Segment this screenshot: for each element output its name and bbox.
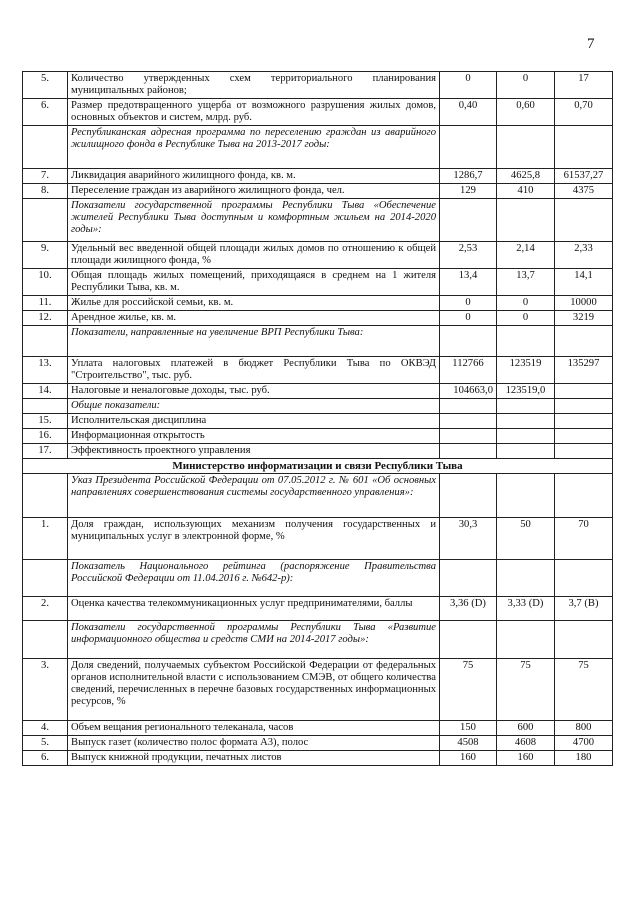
value-col-2: 3,33 (D) (497, 597, 555, 621)
page-number: 7 (587, 36, 595, 52)
value-col-3: 3219 (555, 311, 613, 326)
value-col-2: 0,60 (497, 99, 555, 126)
value-col-1 (440, 429, 497, 444)
row-number (23, 621, 68, 659)
value-col-3 (555, 474, 613, 518)
table-row (23, 384, 613, 399)
subheading-text: Общие показатели: (68, 399, 440, 414)
row-number: 3. (23, 659, 68, 721)
value-col-2: 0 (497, 311, 555, 326)
table-row (23, 311, 613, 326)
row-number (23, 399, 68, 414)
value-col-3 (555, 560, 613, 597)
value-col-1 (440, 326, 497, 357)
value-col-3 (555, 399, 613, 414)
value-col-2: 4625,8 (497, 169, 555, 184)
value-col-2: 600 (497, 721, 555, 736)
value-col-3 (555, 199, 613, 242)
row-number: 8. (23, 184, 68, 199)
table-row (23, 721, 613, 736)
value-col-1: 30,3 (440, 518, 497, 560)
indicator-name: Исполнительская дисциплина (68, 414, 440, 429)
table-row (23, 751, 613, 766)
table-row (23, 444, 613, 459)
subheading-text: Показатели, направленные на увеличение ВРП Республики Тыва: (68, 326, 440, 357)
indicator-name: Количество утвержденных схем территориального планирования муниципальных районов; (68, 72, 440, 99)
value-col-1: 129 (440, 184, 497, 199)
row-number: 2. (23, 597, 68, 621)
subheading-text: Указ Президента Российской Федерации от 07.05.2012 г. № 601 «Об основных направлениях совершенствования системы государственного управления»: (68, 474, 440, 518)
value-col-2: 0 (497, 296, 555, 311)
value-col-2: 410 (497, 184, 555, 199)
value-col-1 (440, 621, 497, 659)
subheading-row (23, 474, 613, 518)
indicator-name: Налоговые и неналоговые доходы, тыс. руб. (68, 384, 440, 399)
value-col-3: 180 (555, 751, 613, 766)
subheading-row (23, 621, 613, 659)
value-col-3: 0,70 (555, 99, 613, 126)
row-number: 13. (23, 357, 68, 384)
table-row (23, 184, 613, 199)
row-number: 17. (23, 444, 68, 459)
value-col-3: 800 (555, 721, 613, 736)
value-col-1 (440, 199, 497, 242)
indicator-name: Удельный вес введенной общей площади жилых домов по отношению к общей площади жилищного фонда, % (68, 242, 440, 269)
value-col-2 (497, 444, 555, 459)
value-col-3 (555, 384, 613, 399)
value-col-3: 4375 (555, 184, 613, 199)
value-col-1: 0 (440, 72, 497, 99)
row-number: 5. (23, 72, 68, 99)
value-col-2 (497, 399, 555, 414)
indicator-name: Жилье для российской семьи, кв. м. (68, 296, 440, 311)
value-col-2 (497, 126, 555, 169)
subheading-row (23, 126, 613, 169)
subheading-text: Показатели государственной программы Республики Тыва «Обеспечение жителей Республики Тыва доступным и комфортным жильем на 2014-2020 годы»: (68, 199, 440, 242)
table-row (23, 269, 613, 296)
row-number: 6. (23, 751, 68, 766)
row-number: 11. (23, 296, 68, 311)
value-col-2 (497, 414, 555, 429)
value-col-1: 2,53 (440, 242, 497, 269)
value-col-3 (555, 444, 613, 459)
table-row (23, 518, 613, 560)
value-col-2 (497, 326, 555, 357)
row-number: 4. (23, 721, 68, 736)
value-col-1: 0 (440, 296, 497, 311)
row-number: 1. (23, 518, 68, 560)
value-col-2: 13,7 (497, 269, 555, 296)
value-col-2: 2,14 (497, 242, 555, 269)
indicator-name: Арендное жилье, кв. м. (68, 311, 440, 326)
row-number: 5. (23, 736, 68, 751)
indicator-name: Объем вещания регионального телеканала, часов (68, 721, 440, 736)
value-col-1: 13,4 (440, 269, 497, 296)
value-col-1: 112766 (440, 357, 497, 384)
value-col-2 (497, 560, 555, 597)
section-header-row (23, 459, 613, 474)
value-col-2: 4608 (497, 736, 555, 751)
subheading-text: Показатели государственной программы Республики Тыва «Развитие информационного общества и средств СМИ на 2014-2017 годы»: (68, 621, 440, 659)
table-row (23, 414, 613, 429)
row-number: 16. (23, 429, 68, 444)
value-col-1: 0 (440, 311, 497, 326)
indicator-name: Выпуск газет (количество полос формата А3), полос (68, 736, 440, 751)
table-row (23, 429, 613, 444)
value-col-3: 10000 (555, 296, 613, 311)
indicator-name: Общая площадь жилых помещений, приходящаяся в среднем на 1 жителя Республики Тыва, кв. м. (68, 269, 440, 296)
indicator-name: Переселение граждан из аварийного жилищного фонда, чел. (68, 184, 440, 199)
value-col-2 (497, 429, 555, 444)
value-col-3: 61537,27 (555, 169, 613, 184)
value-col-1 (440, 560, 497, 597)
row-number (23, 560, 68, 597)
subheading-row (23, 199, 613, 242)
table-row (23, 242, 613, 269)
row-number (23, 326, 68, 357)
value-col-1 (440, 414, 497, 429)
table-row (23, 296, 613, 311)
value-col-1: 1286,7 (440, 169, 497, 184)
row-number (23, 126, 68, 169)
value-col-1 (440, 126, 497, 169)
row-number (23, 199, 68, 242)
indicator-name: Уплата налоговых платежей в бюджет Республики Тыва по ОКВЭД "Строительство", тыс. руб. (68, 357, 440, 384)
value-col-1 (440, 399, 497, 414)
value-col-1: 0,40 (440, 99, 497, 126)
row-number (23, 474, 68, 518)
value-col-2: 123519,0 (497, 384, 555, 399)
value-col-2: 160 (497, 751, 555, 766)
row-number: 15. (23, 414, 68, 429)
indicator-name: Доля сведений, получаемых субъектом Российской Федерации от федеральных органов исполнительной власти с использованием СМЭВ, от общего количества сведений, перечисленных в перечне базовых государственных информационных ресурсов, % (68, 659, 440, 721)
value-col-3: 17 (555, 72, 613, 99)
row-number: 14. (23, 384, 68, 399)
value-col-3: 4700 (555, 736, 613, 751)
subheading-row (23, 326, 613, 357)
row-number: 9. (23, 242, 68, 269)
value-col-1 (440, 474, 497, 518)
value-col-3: 14,1 (555, 269, 613, 296)
indicator-name: Размер предотвращенного ущерба от возможного разрушения жилых домов, основных объектов и систем, млрд. руб. (68, 99, 440, 126)
value-col-1: 4508 (440, 736, 497, 751)
value-col-1 (440, 444, 497, 459)
indicator-name: Информационная открытость (68, 429, 440, 444)
indicators-table-body (23, 72, 613, 766)
indicator-name: Эффективность проектного управления (68, 444, 440, 459)
table-row (23, 597, 613, 621)
subheading-row (23, 399, 613, 414)
value-col-3: 75 (555, 659, 613, 721)
value-col-3 (555, 326, 613, 357)
subheading-text: Показатель Национального рейтинга (распоряжение Правительства Российской Федерации от 11.04.2016 г. №642-р): (68, 560, 440, 597)
table-row (23, 736, 613, 751)
value-col-3: 2,33 (555, 242, 613, 269)
indicators-table (22, 71, 613, 766)
subheading-row (23, 560, 613, 597)
value-col-1: 104663,0 (440, 384, 497, 399)
value-col-2: 0 (497, 72, 555, 99)
value-col-2: 50 (497, 518, 555, 560)
table-row (23, 72, 613, 99)
indicator-name: Оценка качества телекоммуникационных услуг предпринимателями, баллы (68, 597, 440, 621)
table-row (23, 659, 613, 721)
value-col-2: 75 (497, 659, 555, 721)
value-col-2 (497, 199, 555, 242)
value-col-1: 160 (440, 751, 497, 766)
indicator-name: Ликвидация аварийного жилищного фонда, кв. м. (68, 169, 440, 184)
value-col-3 (555, 621, 613, 659)
value-col-3: 3,7 (B) (555, 597, 613, 621)
row-number: 6. (23, 99, 68, 126)
value-col-3 (555, 414, 613, 429)
section-title: Министерство информатизации и связи Республики Тыва (23, 459, 613, 474)
value-col-1: 3,36 (D) (440, 597, 497, 621)
table-row (23, 357, 613, 384)
table-row (23, 99, 613, 126)
value-col-2 (497, 474, 555, 518)
row-number: 12. (23, 311, 68, 326)
row-number: 10. (23, 269, 68, 296)
row-number: 7. (23, 169, 68, 184)
indicator-name: Доля граждан, использующих механизм получения государственных и муниципальных услуг в электронной форме, % (68, 518, 440, 560)
value-col-3: 135297 (555, 357, 613, 384)
value-col-1: 75 (440, 659, 497, 721)
subheading-text: Республиканская адресная программа по переселению граждан из аварийного жилищного фонда в Республике Тыва на 2013-2017 годы: (68, 126, 440, 169)
value-col-1: 150 (440, 721, 497, 736)
value-col-2: 123519 (497, 357, 555, 384)
value-col-3 (555, 429, 613, 444)
indicator-name: Выпуск книжной продукции, печатных листов (68, 751, 440, 766)
value-col-3 (555, 126, 613, 169)
value-col-3: 70 (555, 518, 613, 560)
table-row (23, 169, 613, 184)
value-col-2 (497, 621, 555, 659)
